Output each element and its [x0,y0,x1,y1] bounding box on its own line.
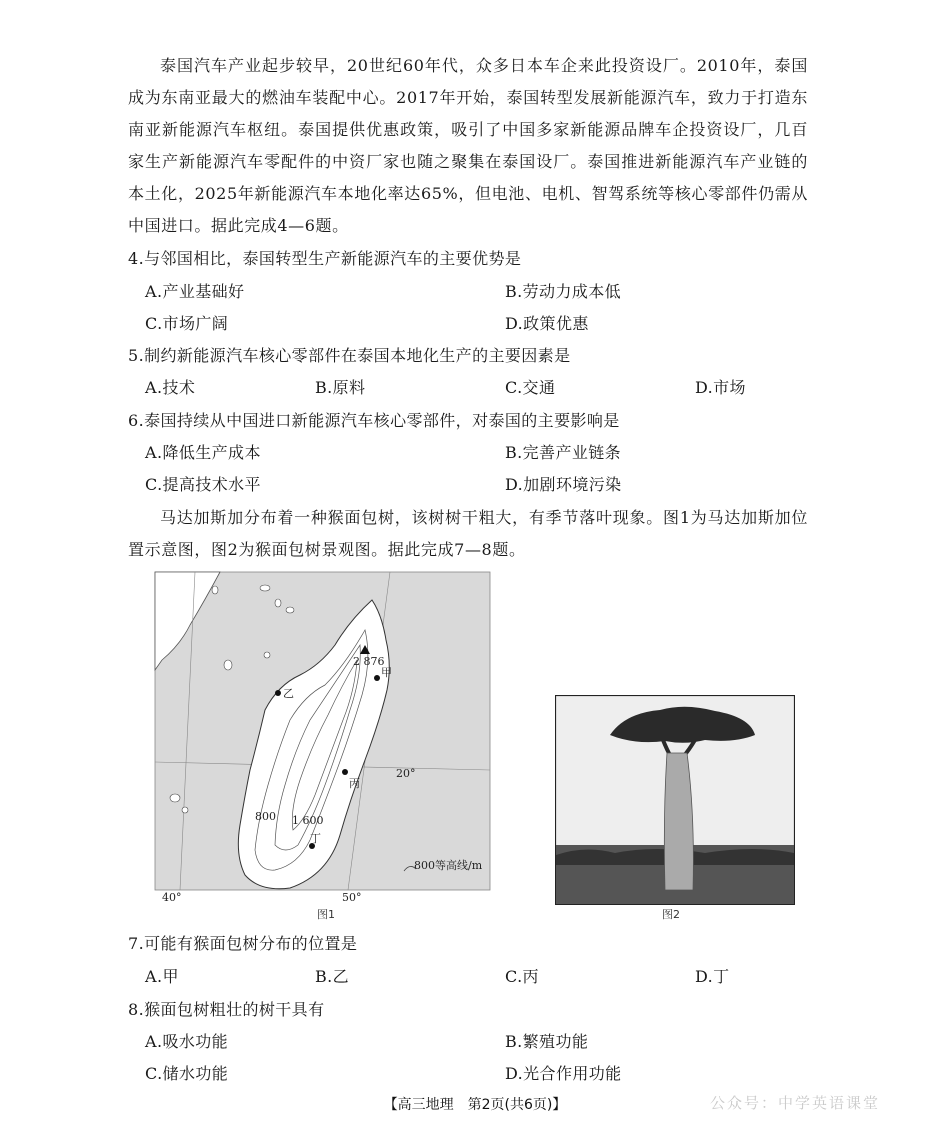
passage-thailand-ev: 泰国汽车产业起步较早，20世纪60年代，众多日本车企来此投资设厂。2010年，泰国成为东南亚最大的燃油车装配中心。2017年开始，泰国转型发展新能源汽车，致力于打造东南亚新能源汽车枢纽。泰国提供优惠政策，吸引了中国多家新能源品牌车企投资设厂，几百家生产新能源汽车零配件的中资厂家也随之聚集在泰国设厂。泰国推进新能源汽车产业链的本土化，2025年新能源汽车本地化率达65%，但电池、电机、智驾系统等核心零部件仍需从中国进口。据此完成4—6题。 [128,56,808,235]
question-5-option-d[interactable]: D.市场 [695,378,746,397]
question-6-stem: 6.泰国持续从中国进口新能源汽车核心零部件，对泰国的主要影响是 [128,411,620,430]
question-5-option-a[interactable]: A.技术 [145,378,196,397]
contour-1600-label: 1 600 [292,814,324,827]
point-ding-label: 丁 [310,832,321,845]
figure-2-caption: 图2 [662,908,680,921]
question-6-option-b[interactable]: B.完善产业链条 [505,443,622,462]
point-yi-label: 乙 [283,687,294,700]
longitude-50-label: 50° [342,891,362,904]
passage-baobab: 马达加斯加分布着一种猴面包树，该树树干粗大，有季节落叶现象。图1为马达加斯加位置示意图，图2为猴面包树景观图。据此完成7—8题。 [128,508,808,559]
peak-elevation-label: 2 876 [353,655,385,668]
question-6-option-c[interactable]: C.提高技术水平 [145,475,261,494]
question-5-option-c[interactable]: C.交通 [505,378,556,397]
watermark-text: 公众号：中学英语课堂 [709,1094,880,1112]
point-yi [275,690,281,696]
point-bing [342,769,348,775]
baobab-photo [555,695,795,905]
question-8-stem: 8.猴面包树粗壮的树干具有 [128,1000,325,1019]
question-7-stem: 7.可能有猴面包树分布的位置是 [128,934,358,953]
question-7-option-a[interactable]: A.甲 [145,967,179,986]
question-4-option-d[interactable]: D.政策优惠 [505,314,589,333]
question-4-option-a[interactable]: A.产业基础好 [145,282,245,301]
question-8-option-d[interactable]: D.光合作用功能 [505,1064,622,1083]
point-jia [374,675,380,681]
point-jia-label: 甲 [381,666,392,679]
question-8-option-c[interactable]: C.储水功能 [145,1064,229,1083]
question-4-option-c[interactable]: C.市场广阔 [145,314,229,333]
page-footer: 【高三地理 第2页(共6页)】 [383,1097,567,1113]
question-6-option-d[interactable]: D.加剧环境污染 [505,475,622,494]
question-5-stem: 5.制约新能源汽车核心零部件在泰国本地化生产的主要因素是 [128,346,571,365]
contour-800-label: 800 [255,810,276,823]
point-bing-label: 丙 [349,777,360,790]
question-6-option-a[interactable]: A.降低生产成本 [145,443,261,462]
question-7-option-d[interactable]: D.丁 [695,967,730,986]
contour-legend-label: 800等高线/m [414,859,483,872]
figure-1-caption: 图1 [317,908,335,921]
question-4-option-b[interactable]: B.劳动力成本低 [505,282,622,301]
question-8-option-b[interactable]: B.繁殖功能 [505,1032,589,1051]
longitude-40-label: 40° [162,891,182,904]
question-7-option-b[interactable]: B.乙 [315,967,350,986]
question-8-option-a[interactable]: A.吸水功能 [145,1032,229,1051]
question-5-option-b[interactable]: B.原料 [315,378,366,397]
contour-legend [400,855,510,877]
latitude-20-label: 20° [396,767,416,780]
question-4-stem: 4.与邻国相比，泰国转型生产新能源汽车的主要优势是 [128,249,522,268]
question-7-option-c[interactable]: C.丙 [505,967,539,986]
